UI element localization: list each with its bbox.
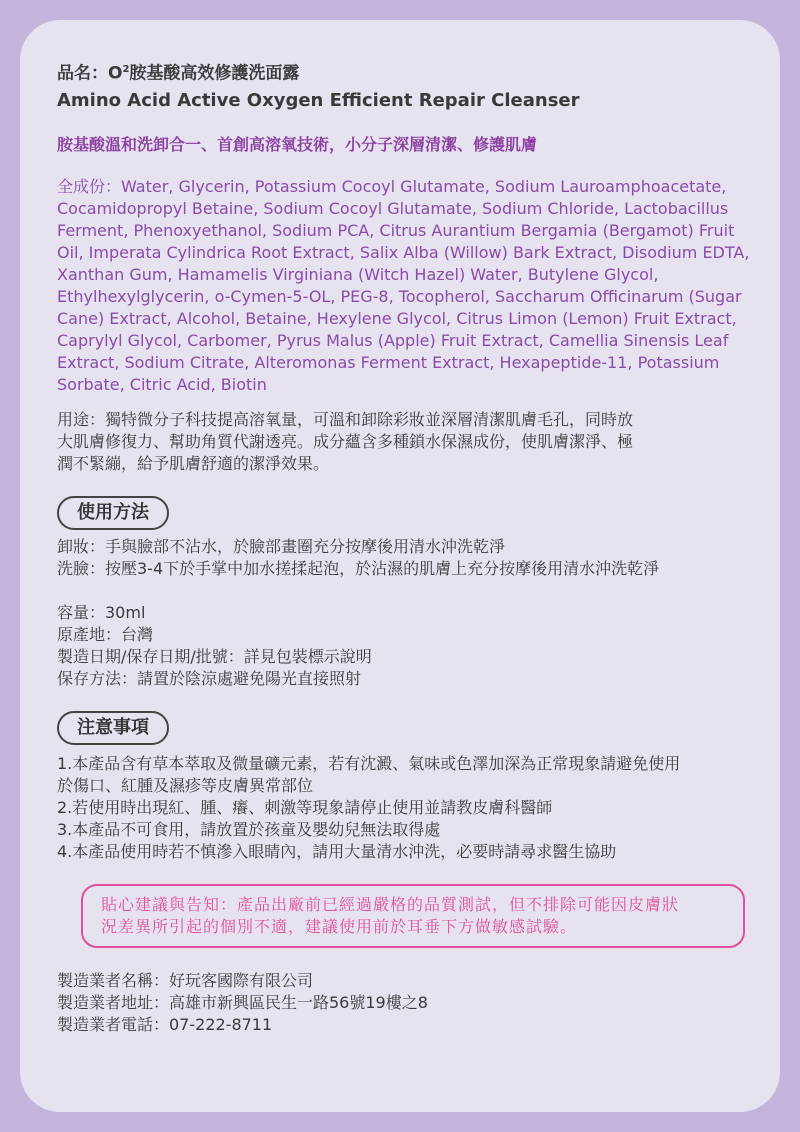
manufacturer-address: 製造業者地址：高雄市新興區民生一路56號19樓之8: [57, 992, 428, 1012]
notes-heading: 注意事項: [57, 711, 169, 745]
product-name-suffix: 胺基酸高效修護洗面露: [129, 63, 300, 84]
ingredients-line: Oil, Imperata Cylindrica Root Extract, Salix Alba (Willow) Bark Extract, Disodium EDTA,: [57, 242, 750, 262]
label-content: [57, 58, 750, 1036]
spec-storage: 保存方法：請置於陰涼處避免陽光直接照射: [57, 668, 362, 688]
product-tagline: 胺基酸溫和洗卸合一、首創高溶氧技術，小分子深層清潔、修護肌膚: [57, 134, 538, 154]
spec-volume: 容量：30ml: [57, 602, 146, 622]
manufacturer-phone: 製造業者電話：07-222-8711: [57, 1014, 273, 1034]
note-line: 於傷口、紅腫及濕疹等皮膚異常部位: [57, 775, 314, 795]
method-heading: 使用方法: [57, 496, 169, 530]
usage-line: 用途：獨特微分子科技提高溶氧量，可溫和卸除彩妝並深層清潔肌膚毛孔，同時放: [57, 409, 634, 429]
label-card: [20, 20, 780, 1112]
note-line: 4.本產品使用時若不慎滲入眼睛內，請用大量清水沖洗，必要時請尋求醫生協助: [57, 841, 617, 861]
usage-line: 潤不緊繃，給予肌膚舒適的潔淨效果。: [57, 453, 330, 473]
product-name-sup: 2: [122, 64, 130, 75]
product-name-prefix: 品名：O: [57, 63, 123, 84]
method-lines: [57, 536, 747, 580]
usage-line: 大肌膚修復力、幫助角質代謝透亮。成分蘊含多種鎖水保濕成份，使肌膚潔淨、極: [57, 431, 634, 451]
spec-origin: 原產地：台灣: [57, 624, 154, 644]
ingredients-list: [57, 176, 750, 396]
notice-line: 況差異所引起的個別不適，建議使用前於耳垂下方做敏感試驗。: [101, 916, 578, 936]
spec-list: [57, 602, 747, 690]
ingredients-line: Sorbate, Citric Acid, Biotin: [57, 374, 267, 394]
manufacturer-info: [57, 970, 747, 1036]
manufacturer-name: 製造業者名稱：好玩客國際有限公司: [57, 970, 314, 990]
sensitivity-notice: [81, 884, 745, 948]
ingredients-line: Ethylhexylglycerin, o-Cymen-5-OL, PEG-8, Tocopherol, Saccharum Officinarum (Sugar: [57, 286, 742, 306]
product-name-zh: [57, 58, 747, 86]
ingredients-line: Cocamidopropyl Betaine, Sodium Cocoyl Glutamate, Sodium Chloride, Lactobacillus: [57, 198, 729, 218]
notice-line: 貼心建議與告知：產品出廠前已經過嚴格的品質測試，但不排除可能因皮膚狀: [101, 894, 680, 914]
note-line: 1.本產品含有草本萃取及微量礦元素，若有沈澱、氣味或色澤加深為正常現象請避免使用: [57, 753, 681, 773]
usage-description: [57, 409, 747, 475]
ingredients-line: Extract, Sodium Citrate, Alteromonas Ferment Extract, Hexapeptide-11, Potassium: [57, 352, 720, 372]
ingredients-line: Cane) Extract, Alcohol, Betaine, Hexylene Glycol, Citrus Limon (Lemon) Fruit Extract,: [57, 308, 737, 328]
ingredients-line: Ferment, Phenoxyethanol, Sodium PCA, Citrus Aurantium Bergamia (Bergamot) Fruit: [57, 220, 735, 240]
note-line: 2.若使用時出現紅、腫、癢、刺激等現象請停止使用並請教皮膚科醫師: [57, 797, 553, 817]
note-line: 3.本產品不可食用，請放置於孩童及嬰幼兒無法取得處: [57, 819, 441, 839]
ingredients-line: Caprylyl Glycol, Carbomer, Pyrus Malus (Apple) Fruit Extract, Camellia Sinensis Leaf: [57, 330, 729, 350]
ingredients-line: 全成份：Water, Glycerin, Potassium Cocoyl Glutamate, Sodium Lauroamphoacetate,: [57, 176, 727, 196]
notes-list: [57, 753, 747, 863]
spec-dates: 製造日期/保存日期/批號：詳見包裝標示說明: [57, 646, 372, 666]
product-name-en: Amino Acid Active Oxygen Efficient Repair Cleanser: [57, 89, 580, 111]
method-line: 洗臉：按壓3-4下於手掌中加水搓揉起泡，於沾濕的肌膚上充分按摩後用清水沖洗乾淨: [57, 558, 660, 578]
method-line: 卸妝：手與臉部不沾水，於臉部畫圈充分按摩後用清水沖洗乾淨: [57, 536, 506, 556]
ingredients-line: Xanthan Gum, Hamamelis Virginiana (Witch Hazel) Water, Butylene Glycol,: [57, 264, 659, 284]
